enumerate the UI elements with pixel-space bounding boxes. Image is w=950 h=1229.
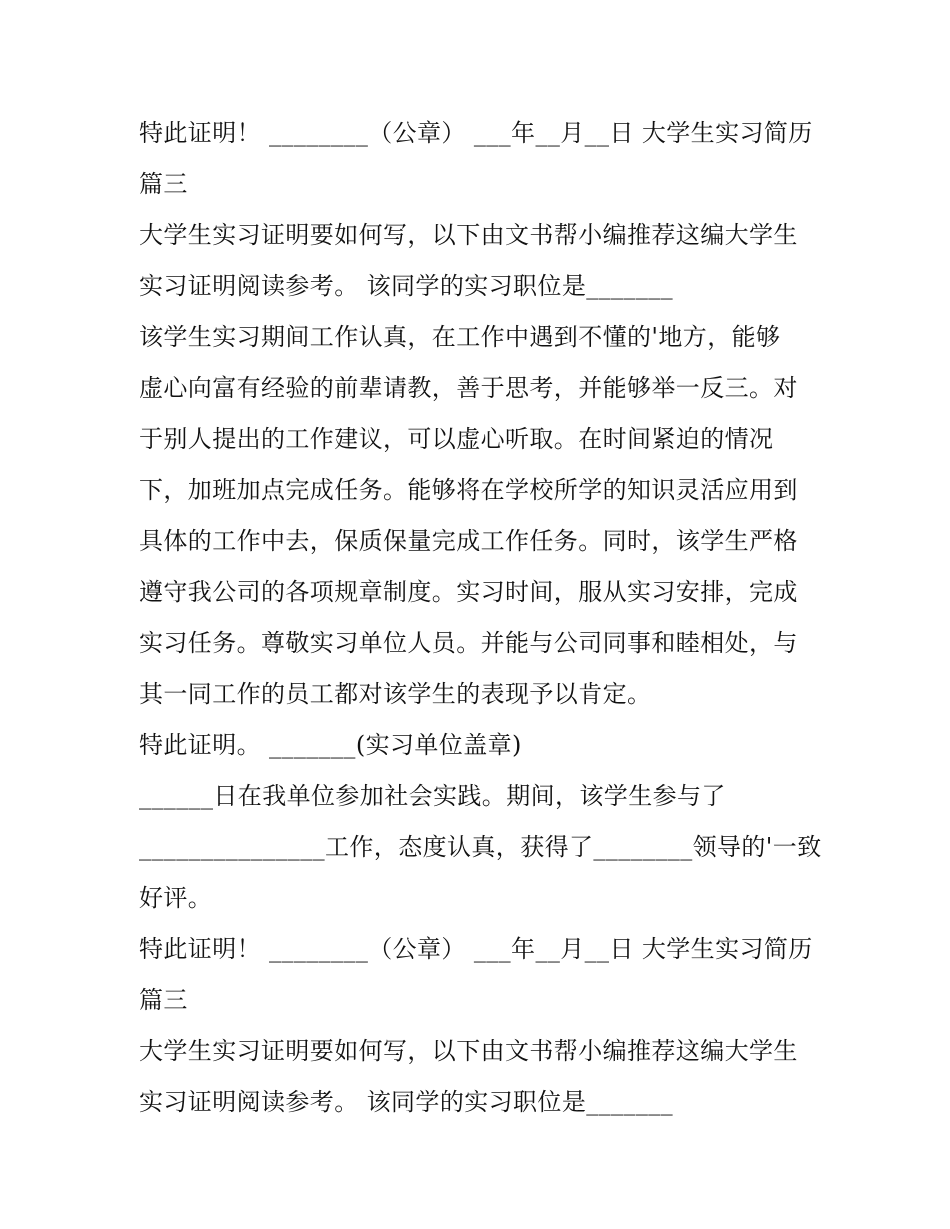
text-line: 特此证明！ ________（公章） ___年__月__日 大学生实习简历	[139, 119, 813, 147]
text-line: _______________工作，态度认真，获得了________领导的'一致	[139, 833, 822, 861]
text-line: 具体的工作中去，保质保量完成工作任务。同时，该学生严格	[139, 527, 798, 555]
text-line: 该学生实习期间工作认真，在工作中遇到不懂的'地方，能够	[139, 323, 781, 351]
text-line: 大学生实习证明要如何写，以下由文书帮小编推荐这编大学生	[139, 1037, 798, 1065]
text-line: 大学生实习证明要如何写，以下由文书帮小编推荐这编大学生	[139, 221, 798, 249]
text-line: 实习证明阅读参考。 该同学的实习职位是_______	[139, 272, 674, 300]
text-line: 其一同工作的员工都对该学生的表现予以肯定。	[139, 680, 652, 708]
document-body	[139, 108, 822, 1128]
text-line: 于别人提出的工作建议，可以虚心听取。在时间紧迫的情况	[139, 425, 774, 453]
text-line: 遵守我公司的各项规章制度。实习时间，服从实习安排，完成	[139, 578, 798, 606]
text-line: 篇三	[139, 170, 188, 198]
text-line: 实习证明阅读参考。 该同学的实习职位是_______	[139, 1088, 674, 1116]
text-line: 虚心向富有经验的前辈请教，善于思考，并能够举一反三。对	[139, 374, 798, 402]
text-line: 好评。	[139, 884, 213, 912]
text-line: 特此证明。 _______(实习单位盖章)	[139, 731, 522, 759]
text-line: 下，加班加点完成任务。能够将在学校所学的知识灵活应用到	[139, 476, 798, 504]
text-line: 实习任务。尊敬实习单位人员。并能与公司同事和睦相处，与	[139, 629, 798, 657]
text-line: 特此证明！ ________（公章） ___年__月__日 大学生实习简历	[139, 935, 813, 963]
text-line: ______日在我单位参加社会实践。期间，该学生参与了	[139, 782, 726, 810]
text-line: 篇三	[139, 986, 188, 1014]
